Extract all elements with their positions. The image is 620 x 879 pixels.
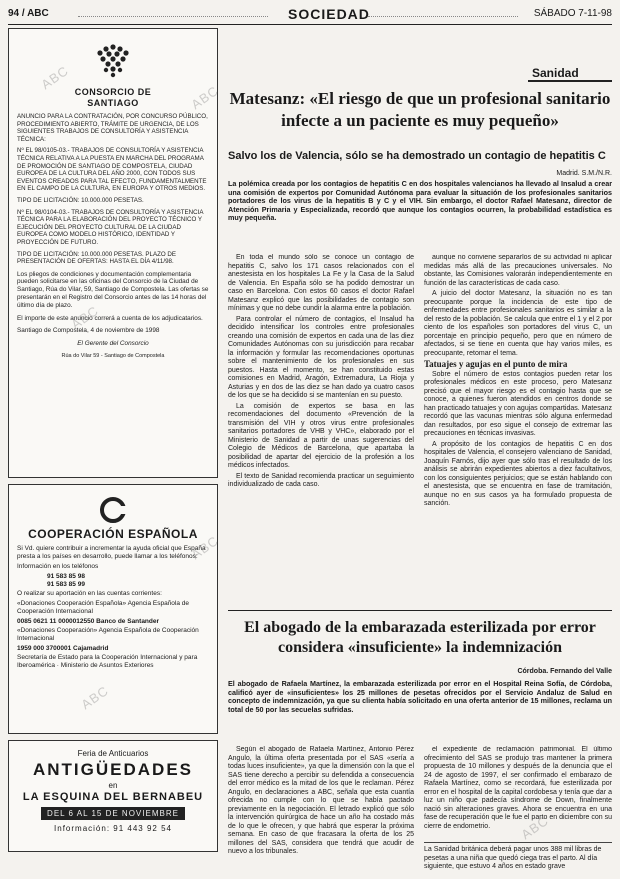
antiguedades-dates: DEL 6 AL 15 DE NOVIEMBRE bbox=[41, 807, 185, 820]
article1-lead: La polémica creada por los contagios de hepatitis C en dos hospitales valencianos ha llevado al Insalud a crear una comisión de expertos por Comunidad Autónoma para evaluar la situación de los profesionales sanitarios portadores de los virus de la hepatitis B y C y el VIH. Sin embargo, el doctor Rafael Matesanz, director de Atención Primaria y Especializada, recordó que aunque los contagios ocurren, la probabilidad estadística es muy pequeña. bbox=[228, 179, 612, 223]
article-divider bbox=[228, 610, 612, 611]
consorcio-para-2: Nº EL 98/0105-03.- TRABAJOS DE CONSULTORÍA Y ASISTENCIA TÉCNICA RELATIVA A LA PUESTA EN MARCHA DEL PROGRAMA DE PROMOCIÓN DE SANTIAGO DE COMPOSTELA, CIUDAD EUROPEA DE LA CULTURA DEL AÑO 2000, CON TODOS SUS EVENTOS CREADOS PARA TAL EFECTO, FUNDAMENTALMENTE EN EL CAMPO DE LA CULTURA, EN EUROPA Y OTROS MEDIOS. bbox=[17, 147, 207, 193]
article1-subhead: Salvo los de Valencia, sólo se ha demostrado un contagio de hepatitis C bbox=[228, 150, 606, 162]
article2-col2-p1: el expediente de reclamación patrimonial. El último ofrecimiento del SAS se produjo tras mantener la primera propuesta de 10 millones y después de la denuncia que el 24 de agosto de 1997, el ser confirmado el embarazo de Rafaela Martínez, como se recordará, fue esterilizada por error en el hospital de la capital cordobesa y tenía que dar a luz un niño que padecía síndrome de Down, finalmente nació sin alteraciones graves. Ahora se encuentra en una fase de recuperación que le fue el parto en diciembre con su cierre de endometrio. bbox=[424, 746, 612, 830]
cooperacion-account-2: 1959 000 3700001 Cajamadrid bbox=[17, 645, 109, 652]
cooperacion-line-2: O realizar su aportación en las cuentas corrientes: bbox=[17, 590, 162, 597]
page-header bbox=[8, 6, 612, 25]
consorcio-ad bbox=[8, 28, 218, 478]
page-date: SÁBADO 7-11-98 bbox=[533, 8, 612, 19]
antiguedades-en: en bbox=[108, 781, 118, 790]
antiguedades-ad bbox=[8, 740, 218, 852]
cooperacion-intro: Si Vd. quiere contribuir a incrementar la ayuda oficial que España presta a los países en desarrollo, puede llamar a los teléfonos: bbox=[17, 545, 206, 560]
cooperacion-phone-2: 91 583 85 99 bbox=[47, 581, 85, 588]
article1-col-2 bbox=[424, 254, 612, 604]
article2-note: La Sanidad británica deberá pagar unos 388 mil libras de pesetas a una niña que quedó ciega tras el parto. Al día siguiente, que estuvo 4 años en estado grave bbox=[424, 842, 612, 872]
article1-col2-p1: aunque no conviene separarlos de su actividad ni aplicar medidas más allá de las precauciones universales. No obstante, las Comisiones valorarán independientemente en función de las características de cada caso. bbox=[424, 254, 612, 287]
article2-col1-p1: Según el abogado de Rafaela Martínez, Antonio Pérez Angulo, la última oferta presentada por el SAS «sería a todas luces insuficiente», ya que la dimensión con la que el SAS tiene derecho a percibir su defendida a consecuencia del error médico es la mitad de los que le reclaman. Pérez Angulo, en declaraciones a ABC, señala que esta cuantía ofrecida no cumple con lo que se había pactado previamente en la negociación. El letrado explicó que sólo la intervención quirúrgica de hace un año ha costado más de lo que le ofrecen, y que habrá que esperar la próxima semana. En caso de que fracasara la oferta de los 25 millones del SAS, considera que tendrá que acudir de nuevo a los tribunales. bbox=[228, 746, 414, 855]
article2-lead: El abogado de Rafaela Martínez, la embarazada esterilizada por error en el Hospital Reina Sofía, de Córdoba, calificó ayer de «insuficientes» los 25 millones de pesetas ofrecidos por el Servicio Andaluz de Salud en concepto de indemnización, ya que su clienta había solicitado en una oferta anterior de 15 millones, reclama un total de 50 por las secuelas sufridas. bbox=[228, 679, 612, 714]
left-ads-column bbox=[8, 28, 218, 873]
consorcio-title-2: SANTIAGO bbox=[87, 98, 139, 108]
article1-col2-p3: Sobre el número de estos contagios pueden retar los profesionales médicos en este proceso, pero Matesanz precisó que el mayor riesgo es el contagio hasta que se conoce, a quienes fueron atendidos en centros donde se han practicado tatuajes y con agujas compartidas. Matesanz recordó que las vacunas mientras sólo alguna enfermedad dan resultados, por eso sigue el consejo de extremar las precauciones en técnicas invasivas. bbox=[424, 370, 612, 437]
header-dots-left bbox=[78, 16, 268, 17]
article2-headline: El abogado de la embarazada esterilizada por error considera «insuficiente» la indemnización bbox=[244, 619, 596, 656]
article1-col1-p1: En toda el mundo sólo se conoce un contagio de hepatitis C, salvo los 171 casos relacionados con el anestesista en los hospitales La Fe y la Casa de la Salud de Valencia. En España sólo se ha podido demostrar un caso en Barcelona. Con estos 60 casos el doctor Rafael Matesanz explicó que las posibilidades de contagio son mínimas y que no debe cundir la alarma entre la población. bbox=[228, 254, 414, 312]
consorcio-budget-2: TIPO DE LICITACIÓN: 10.000.000 PESETAS. PLAZO DE PRESENTACIÓN DE OFERTAS: HASTA EL DÍA 4/11/98. bbox=[17, 250, 176, 266]
consorcio-footer: Rúa do Vilar 59 - Santiago de Compostela bbox=[61, 353, 165, 360]
article2-col-2 bbox=[424, 746, 612, 838]
watermark-abc: ABC bbox=[188, 82, 222, 113]
consorcio-title-1: CONSORCIO DE bbox=[74, 87, 152, 97]
article1-byline: Madrid. S.M./N.R. bbox=[556, 170, 612, 177]
watermark-abc: ABC bbox=[78, 682, 112, 713]
antiguedades-top: Feria de Anticuarios bbox=[77, 749, 149, 758]
cooperacion-line-3: «Donaciones Cooperación Española» Agencia Española de Cooperación Internacional bbox=[17, 600, 190, 615]
consorcio-para-3: Nº EL 98/0104-03.- TRABAJOS DE CONSULTORÍA Y ASISTENCIA TÉCNICA PARA LA ELABORACIÓN DEL PROYECTO TÉCNICO Y EJECUCIÓN DEL PROYECTO CULTURAL DE LA CIUDAD EUROPEA COMO MODELO HISTÓRICO, IDENTIDAD Y PROYECCIÓN DE FUTURO. bbox=[17, 208, 204, 246]
section-label-sanidad: Sanidad bbox=[528, 66, 612, 82]
article1-col-1 bbox=[228, 254, 414, 604]
cooperacion-account-1: 0085 0621 11 0000012550 Banco de Santander bbox=[17, 618, 160, 625]
cooperacion-line-4: «Donaciones Cooperación» Agencia Española de Cooperación Internacional bbox=[17, 627, 199, 642]
consorcio-signature: El Gerente del Consorcio bbox=[77, 340, 149, 348]
consorcio-para-1: ANUNCIO PARA LA CONTRATACIÓN, POR CONCURSO PÚBLICO, PROCEDIMIENTO ABIERTO, TRÁMITE DE URGENCIA, DE LOS SIGUIENTES TRABAJOS DE CONSULTORÍA Y ASISTENCIA TÉCNICA: bbox=[17, 113, 208, 143]
cooperacion-ad bbox=[8, 484, 218, 734]
consorcio-para-4: Los pliegos de condiciones y documentación complementaria pueden solicitarse en las oficinas del Consorcio de la Ciudad de Santiago, Rúa do Vilar, 59, Santiago de Compostela. Las ofertas se presentarán en el Registro del Consorcio antes de las 14 horas del último día de plazo. bbox=[17, 270, 209, 309]
article1-col2-p2: A juicio del doctor Matesanz, la situación no es tan preocupante porque la incidencia de este tipo de enfermedades entre profesionales sanitarios es similar a la del resto de la población. Se calcula que entre el 1 y el 2 por ciento de los españoles son portadores del virus C, un porcentaje en principio pequeño, pero que en número de afectados, si se tiene en cuenta que hay varios miles, es preocupante, retomar el tema. bbox=[424, 290, 612, 357]
watermark-abc: ABC bbox=[38, 62, 72, 93]
consorcio-signoff: Santiago de Compostela, 4 de noviembre de 1998 bbox=[17, 327, 160, 335]
antiguedades-place: LA ESQUINA DEL BERNABEU bbox=[22, 791, 204, 803]
watermark-abc: ABC bbox=[68, 302, 102, 333]
article2-col-1 bbox=[228, 746, 414, 873]
header-dots-right bbox=[368, 16, 518, 17]
antiguedades-info: Información: 91 443 92 54 bbox=[54, 824, 172, 833]
scallop-shell-icon bbox=[89, 37, 137, 85]
cooperacion-logo-icon bbox=[100, 497, 126, 523]
article1-col1-p2: Para controlar el número de contagios, el Insalud ha decidido intensificar los controles entre profesionales creando una comisión de expertos en cada una de las diez Comunidades Autónomas con su jurisdicción para recabar la información y formular las recomendaciones oportunas sobre el mantenimiento de los profesionales en sus puestos. Hasta el momento, se han constituido estas comisiones en Madrid, Aragón, Extremadura, La Rioja y Asturias y en dos de las diez se han dado ya cuatro casos de los que se ha decidido si se mantenían en su puesto. bbox=[228, 315, 414, 399]
article1-col2-p4: A propósito de los contagios de hepatitis C en dos hospitales de Valencia, el consejero valenciano de Sanidad, Joaquín Farnós, dijo ayer que sólo tras el resultado de los análisis se abrirán expedientes abiertos a diez facultativos, con los consiguientes perjuicios; que se están hablando con el anestesista, que se encuentra en fase de tramitación, aunque no en sus casos ya ha formulado propuesta de sanción. bbox=[424, 440, 612, 507]
consorcio-para-5: El importe de este anuncio correrá a cuenta de los adjudicatarios. bbox=[17, 314, 203, 322]
cooperacion-phone-1: 91 583 85 98 bbox=[47, 573, 85, 580]
cooperacion-line-5: Secretaría de Estado para la Cooperación Internacional y para Iberoamérica · Ministerio de Asuntos Exteriores bbox=[17, 654, 198, 669]
article2-byline: Córdoba. Fernando del Valle bbox=[517, 668, 612, 675]
section-name: SOCIEDAD bbox=[288, 6, 370, 22]
antiguedades-title: ANTIGÜEDADES bbox=[32, 760, 193, 779]
cooperacion-line-1: Información en los teléfonos bbox=[17, 563, 99, 570]
article1-subsection-title: Tatuajes y agujas en el punto de mira bbox=[424, 359, 568, 369]
article1-col1-p4: El texto de Sanidad recomienda practicar un seguimiento individualizado de cada caso. bbox=[228, 472, 414, 488]
cooperacion-title: COOPERACIÓN ESPAÑOLA bbox=[28, 527, 198, 541]
watermark-abc: ABC bbox=[518, 812, 552, 843]
watermark-abc: ABC bbox=[188, 532, 222, 563]
consorcio-budget-1: TIPO DE LICITACIÓN: 10.000.000 PESETAS. bbox=[17, 196, 144, 204]
page-number: 94 / ABC bbox=[8, 8, 49, 19]
article1-headline: Matesanz: «El riesgo de que un profesional sanitario infecte a un paciente es muy pequeño» bbox=[229, 89, 611, 130]
article1-col1-p3: La comisión de expertos se basa en las recomendaciones del documento «Prevención de la transmisión del VIH y otros virus entre profesionales sanitarios portadores de VHB y VHC», elaborado por el Ministerio de Sanidad a partir de unas sugerencias del Colegio de Médicos de Barcelona, que apartaba la posibilidad de apartar del ejercicio de la profesión a los médicos infectados. bbox=[228, 402, 414, 469]
